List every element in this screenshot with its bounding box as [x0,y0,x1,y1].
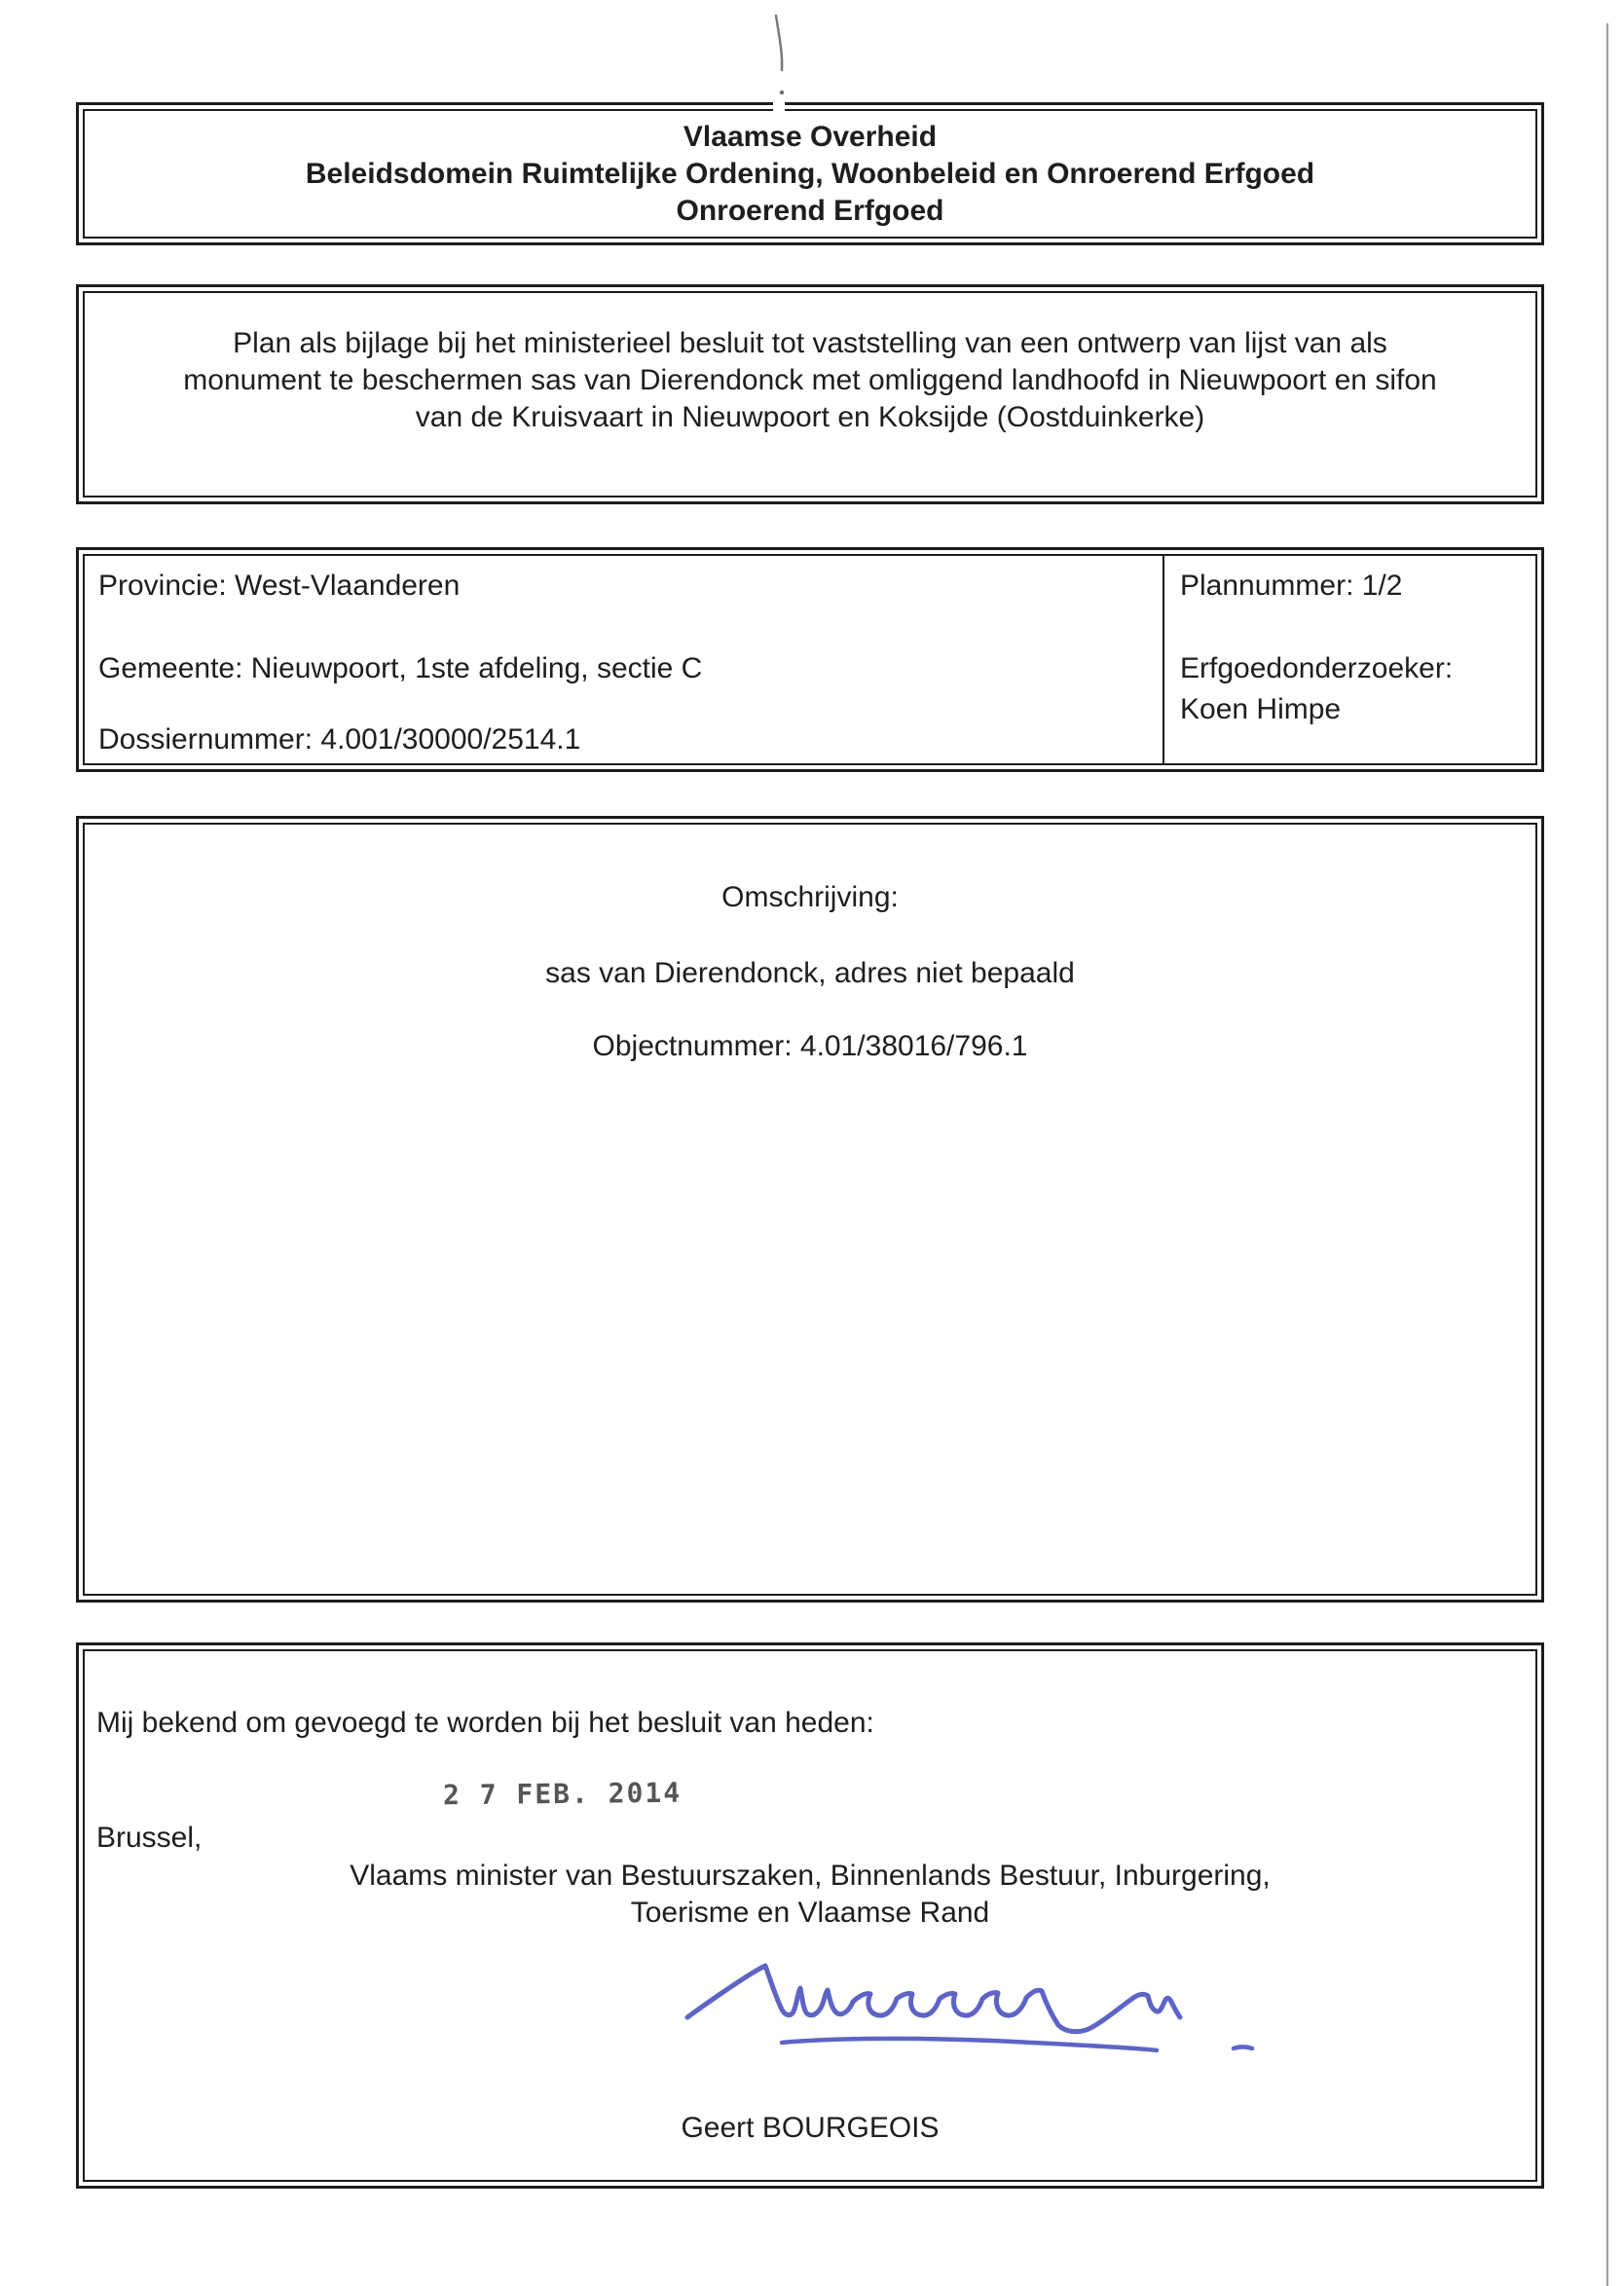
details-box [76,547,1544,772]
agency-name: Onroerend Erfgoed [676,194,944,227]
plan-title-line: Plan als bijlage bij het ministerieel besluit tot vaststelling van een ontwerp van lijst van als [233,327,1387,359]
dossiernummer: Dossiernummer: 4.001/30000/2514.1 [98,723,581,756]
minister-title-line: Vlaams minister van Bestuurszaken, Binnenlands Bestuur, Inburgering, [350,1860,1271,1892]
description-box-inner-rule [83,823,1537,1596]
minister-title-line: Toerisme en Vlaamse Rand [630,1897,990,1929]
place-label: Brussel, [96,1822,203,1854]
gemeente: Gemeente: Nieuwpoort, 1ste afdeling, sectie C [98,652,703,684]
attestation-box-inner-rule [83,1649,1537,2182]
erfgoedonderzoeker-label: Erfgoedonderzoeker: [1180,652,1454,684]
details-left-cell [98,556,1163,763]
plan-title-box-inner-rule [83,291,1537,498]
provincie: Provincie: West-Vlaanderen [98,570,461,602]
description-box [76,816,1544,1603]
details-right-cell [1163,556,1535,763]
plannummer: Plannummer: 1/2 [1180,570,1403,602]
signatory-name: Geert BOURGEOIS [681,2112,940,2144]
attestation-box [76,1642,1544,2189]
policy-domain: Beleidsdomein Ruimtelijke Ordening, Woonbeleid en Onroerend Erfgoed [305,157,1315,190]
handwritten-signature [623,1937,1305,2093]
erfgoedonderzoeker-naam: Koen Himpe [1180,693,1342,725]
header-box-inner-rule [83,109,1537,239]
scan-border-gap [773,100,785,111]
plan-title-box [76,284,1544,504]
plan-title-line: monument te beschermen sas van Dierendonck met omliggend landhoofd in Nieuwpoort en sifon [183,364,1437,396]
details-box-inner-rule [83,554,1537,765]
header-box [76,102,1544,245]
scan-page-edge-line [1606,23,1608,2286]
object-description: sas van Dierendonck, adres niet bepaald [545,957,1075,989]
org-name: Vlaamse Overheid [683,120,938,153]
pen-mark [765,10,800,107]
attestation-statement: Mij bekend om gevoegd te worden bij het besluit van heden: [96,1707,874,1739]
date-stamp: 2 7 FEB. 2014 [442,1776,683,1812]
plan-title-line: van de Kruisvaart in Nieuwpoort en Koksijde (Oostduinkerke) [415,401,1205,433]
objectnummer: Objectnummer: 4.01/38016/796.1 [592,1030,1028,1062]
description-heading: Omschrijving: [721,881,899,913]
